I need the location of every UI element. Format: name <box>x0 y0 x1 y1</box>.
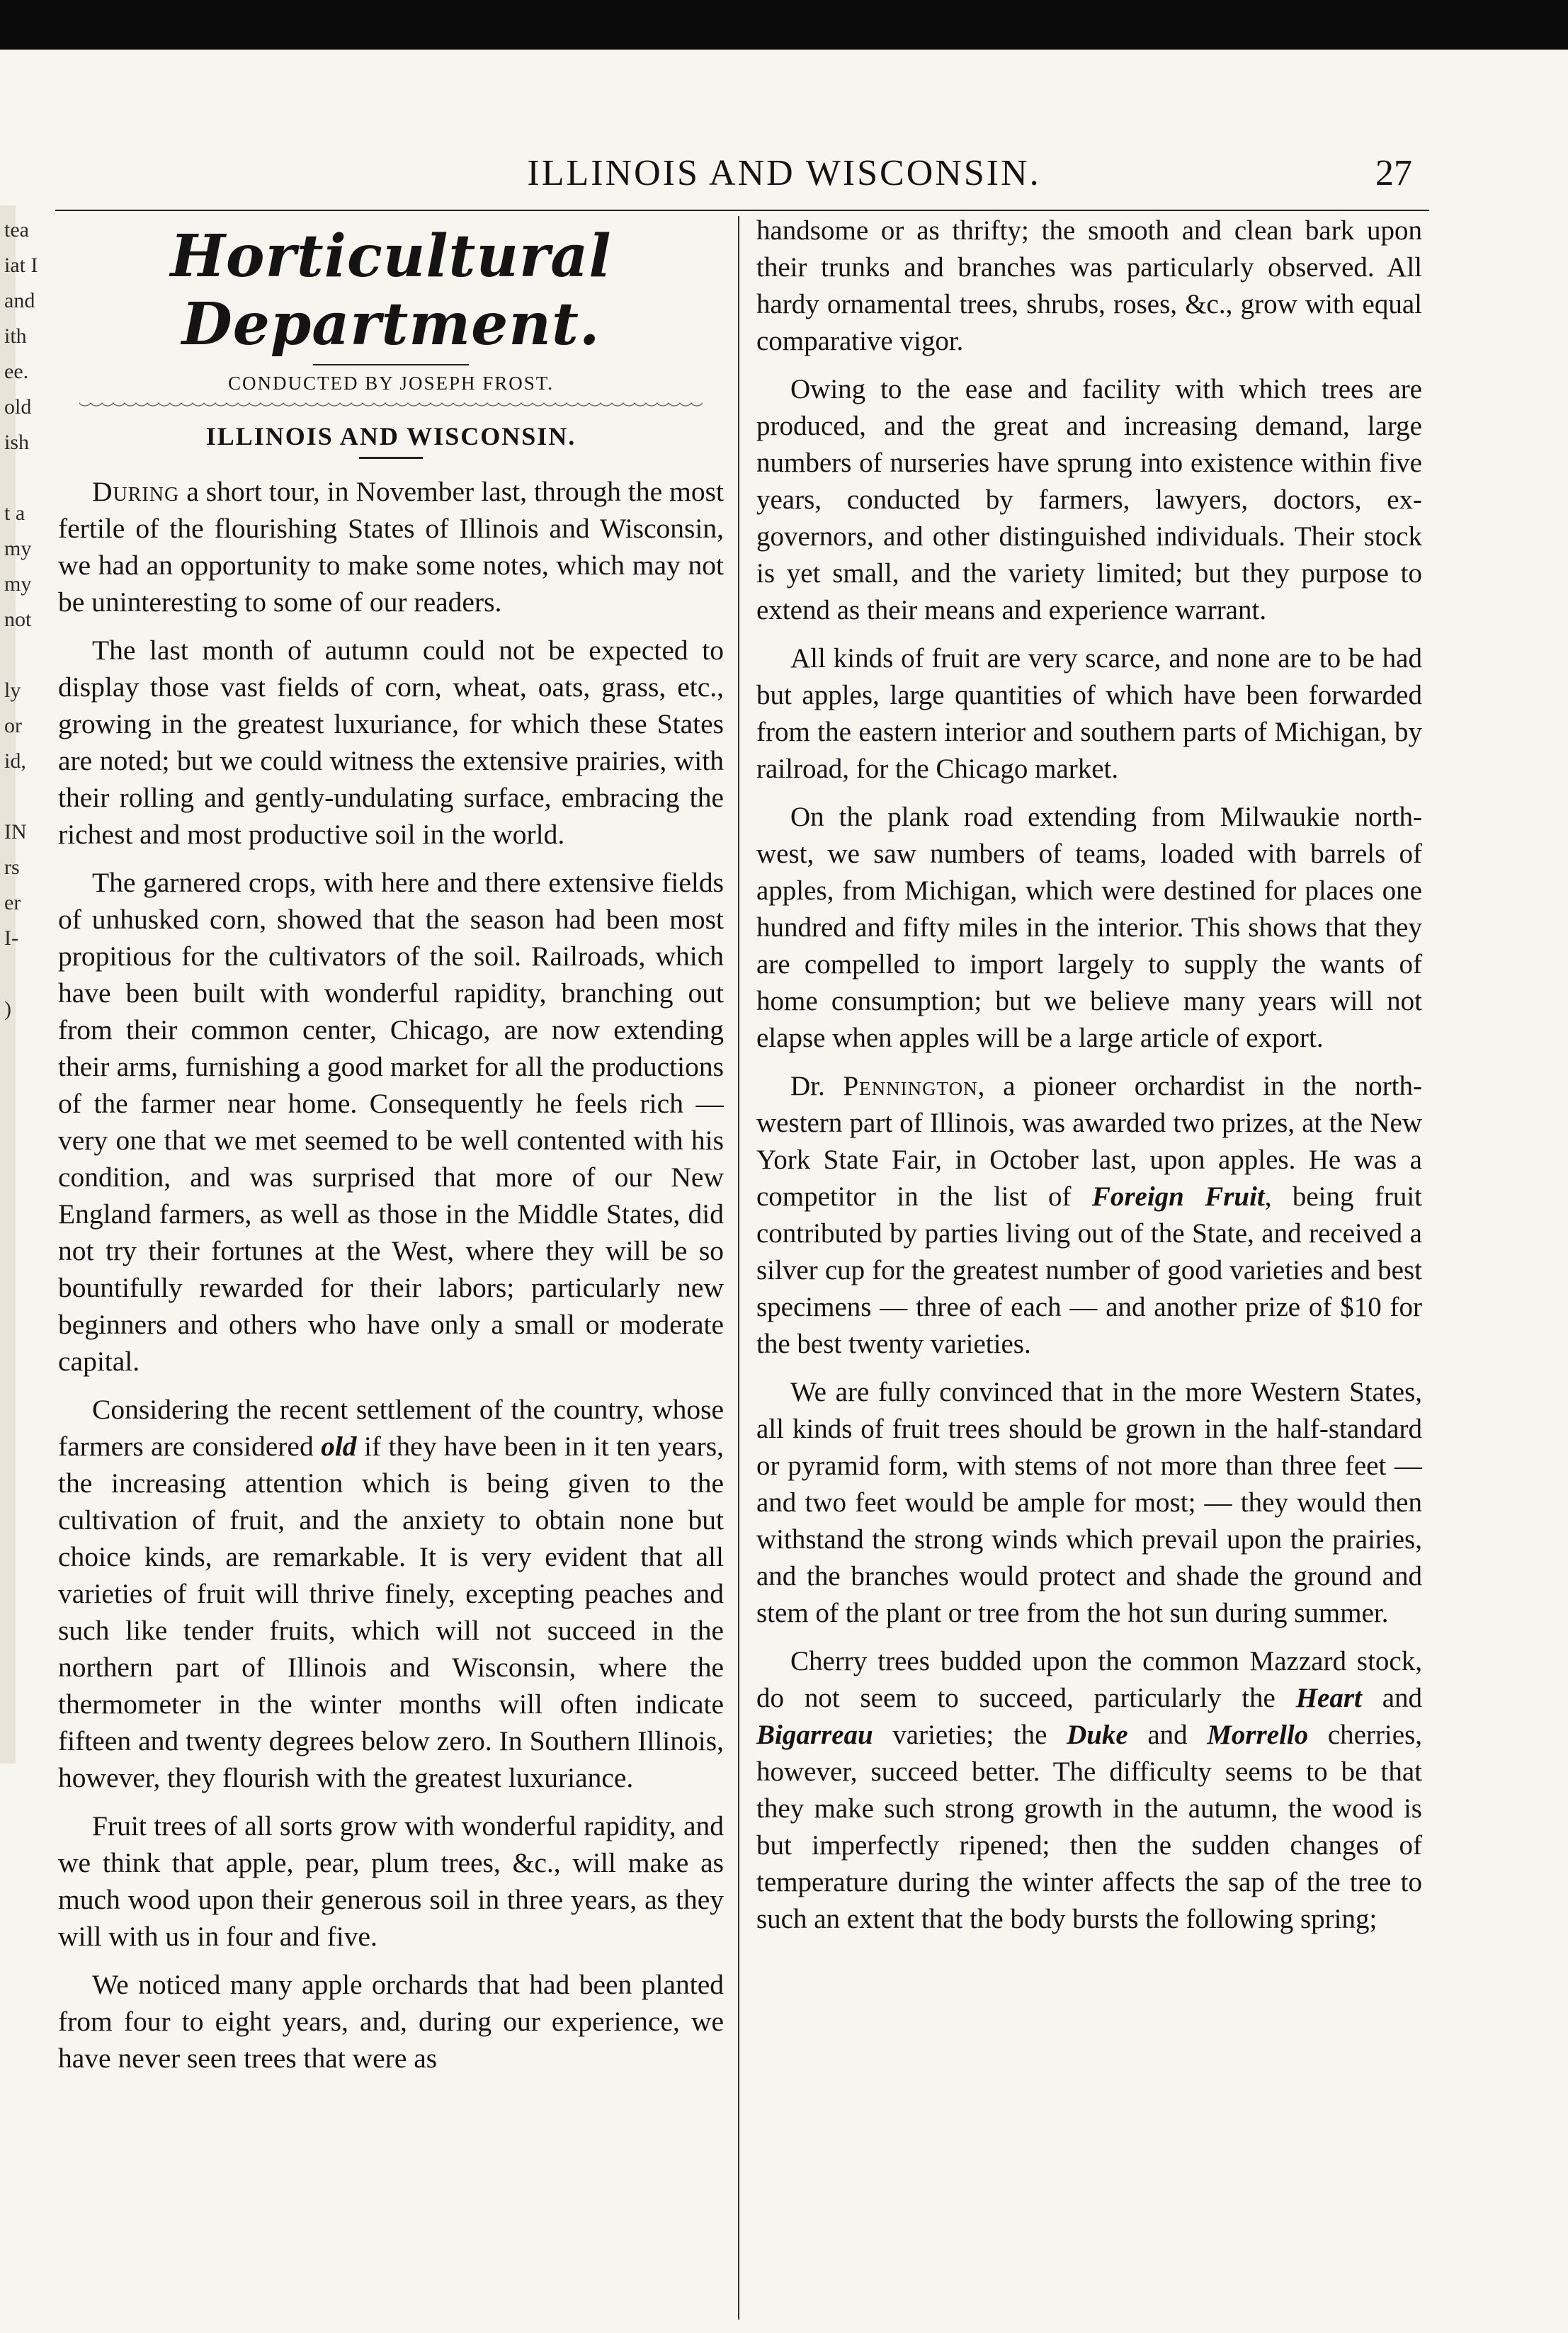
paragraph: The last month of autumn could not be expected to display those vast fields of corn, wheat, oats, grass, etc., growing in the greatest luxuriance, for which these States are noted; but we could witness the extensive prairies, with their rolling and gently-undulating surface, embracing the richest and most productive soil in the world. <box>58 635 724 850</box>
running-title: ILLINOIS AND WISCONSIN. <box>527 153 1041 193</box>
paragraph: During a short tour, in November last, through the most fertile of the flourishing States of Illinois and Wisconsin, we had an opportunity to make some notes, which may not be uninteresting to some of our readers. <box>58 476 724 618</box>
paragraph: handsome or as thrifty; the smooth and clean bark upon their trunks and branches was particularly observed. All hardy ornamental trees, shrubs, roses, &c., grow with equal comparative vigor. <box>756 215 1422 356</box>
paragraph: On the plank road extending from Milwaukie north-west, we saw numbers of teams, loaded with barrels of apples, from Michigan, which were destined for places one hundred and fifty miles in the interior. This shows that they are compelled to import largely to supply the wants of home consumption; but we believe many years will not elapse when apples will be a large article of export. <box>756 802 1422 1053</box>
paragraph: Cherry trees budded upon the common Mazzard stock, do not seem to succeed, particularly the Heart and Bigarreau varieties; the Duke and Morrello cherries, however, succeed better. The difficulty seems to be that they make such strong growth in the autumn, the wood is but imperfectly ripened; then the sudden changes of temperature during the winter affects the sap of the tree to such an extent that the body bursts the following spring; <box>756 1646 1423 1934</box>
title-rule <box>313 364 469 365</box>
paragraph: Dr. Pennington, a pioneer orchardist in the north-western part of Illinois, was awarded two prizes, at the New York State Fair, in October last, upon apples. He was a competitor in the list of Foreign Fruit, being fruit contributed by parties living out of the State, and received a silver cup for the greatest number of good varieties and best specimens — three of each — and another prize of $10 for the best twenty varieties. <box>756 1071 1423 1359</box>
conductor-line: CONDUCTED BY JOSEPH FROST. <box>227 373 555 394</box>
article-rule <box>359 457 423 459</box>
scan-border <box>0 0 1568 50</box>
paragraph: We noticed many apple orchards that had been planted from four to eight years, and, during our experience, we have never seen trees that were as <box>58 1969 724 2074</box>
paragraph: Considering the recent settlement of the country, whose farmers are considered old if they have been in it ten years, the increasing attention which is being given to the cultivation of fruit, and the anxiety to obtain none but choice kinds, are remarkable. It is very evident that all varieties of fruit will thrive finely, excepting peaches and such like tender fruits, which will not succeed in the northern part of Illinois and Wisconsin, where the thermometer in the winter months will often indicate fifteen and twenty degrees below zero. In Southern Illinois, however, they flourish with the greatest luxuriance. <box>58 1394 724 1793</box>
paragraph: Owing to the ease and facility with which trees are produced, and the great and increasing demand, large numbers of nurseries have sprung into existence within five years, conducted by farmers, lawyers, doctors, ex-governors, and other distinguished individuals. Their stock is yet small, and the variety limited; but they purpose to extend as their means and experience warrant. <box>756 374 1422 625</box>
previous-page-fragments: tea iat I and ith ee. old ish t a my my not ly or id, IN rs er I- ) <box>4 218 38 1021</box>
header-rule <box>55 210 1429 211</box>
person-name: Pennington <box>843 1071 978 1101</box>
running-head <box>0 152 1568 195</box>
paragraph: The garnered crops, with here and there extensive fields of unhusked corn, showed that the season had been most propitious for the cultivators of the soil. Railroads, which have been built with wonderful rapidity, branching out from their common center, Chicago, are now extending their arms, furnishing a good market for all the productions of the farmer near home. Consequently he feels rich — very one that we met seemed to be well contented with his condition, and was surprised that more of our New England farmers, as well as those in the Middle States, did not try their fortunes at the West, where they will be so bountifully rewarded for their labors; particularly new beginners and others who have only a small or moderate capital. <box>58 867 724 1377</box>
paragraph: We are fully convinced that in the more Western States, all kinds of fruit trees should be grown in the half-standard or pyramid form, with stems of not more than three feet — and two feet would be ample for most; — they would then withstand the strong winds which prevail upon the prairies, and the branches would protect and shade the ground and stem of the plant or tree from the hot sun during summer. <box>756 1377 1422 1628</box>
department-title: Horticultural Department. <box>170 222 612 358</box>
paragraph: All kinds of fruit are very scarce, and none are to be had but apples, large quantities of which have been forwarded from the eastern interior and southern parts of Michigan, by railroad, for the Chicago market. <box>756 643 1422 784</box>
article-heading: ILLINOIS AND WISCONSIN. <box>205 422 576 450</box>
wavy-rule <box>79 400 703 411</box>
right-column <box>756 212 1422 1949</box>
lead-word: During <box>92 476 180 507</box>
left-column <box>58 212 724 2088</box>
page-number: 27 <box>1375 153 1412 193</box>
paragraph: Fruit trees of all sorts grow with wonderful rapidity, and we think that apple, pear, plum trees, &c., will make as much wood upon their generous soil in three years, as they will with us in four and five. <box>58 1810 724 1952</box>
column-divider <box>738 216 739 2320</box>
